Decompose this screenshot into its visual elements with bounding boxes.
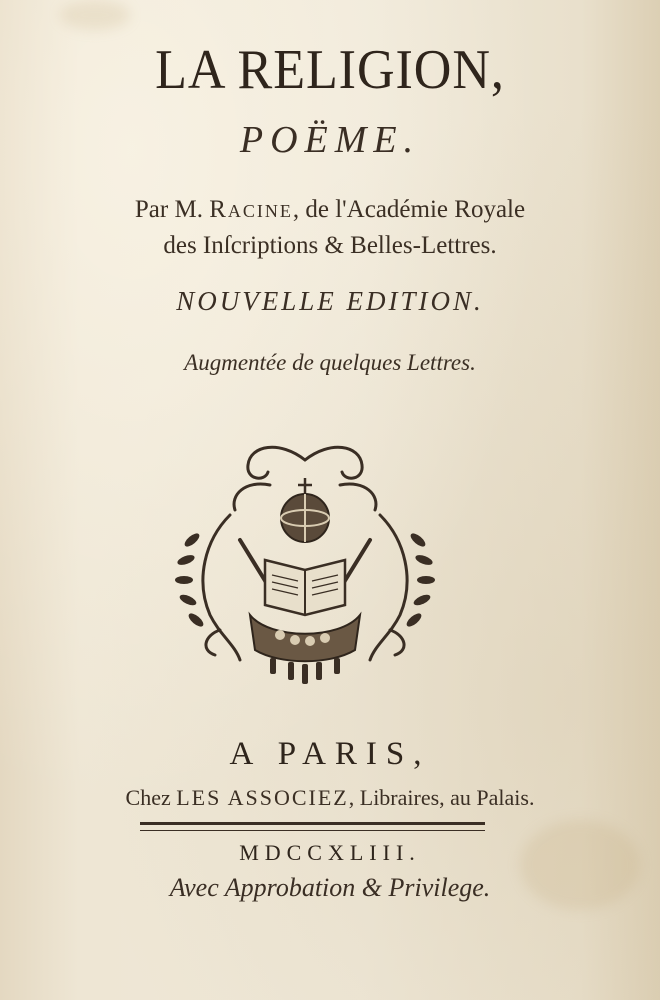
divider-rule-thin [140,830,485,831]
vignette-ornament-icon [170,430,440,700]
paper-stain [60,0,130,30]
edition-line: NOUVELLE EDITION. [176,286,484,316]
author-affiliation: des Inſcriptions & Belles-Lettres. [163,232,497,259]
author-line [0,196,660,224]
author-prefix: Par M. [134,196,203,223]
approval-line: Avec Approbation & Privilege. [169,873,491,902]
divider-rule [140,822,485,825]
publisher-prefix: Chez [125,785,171,810]
imprint-city: A PARIS, [229,736,431,772]
publisher-name: LES ASSOCIEZ [176,785,349,810]
book-subtitle: POËME. [239,119,421,161]
author-name: Racine [209,196,293,223]
publisher-suffix: , Libraires, au Palais. [348,785,535,810]
publication-year: MDCCXLIII. [239,840,421,865]
book-title: LA RELIGION, [155,39,505,101]
augmentation-line: Augmentée de quelques Lettres. [184,350,476,375]
publisher-line [0,785,660,811]
author-suffix: , de l'Académie Royale [292,196,526,223]
